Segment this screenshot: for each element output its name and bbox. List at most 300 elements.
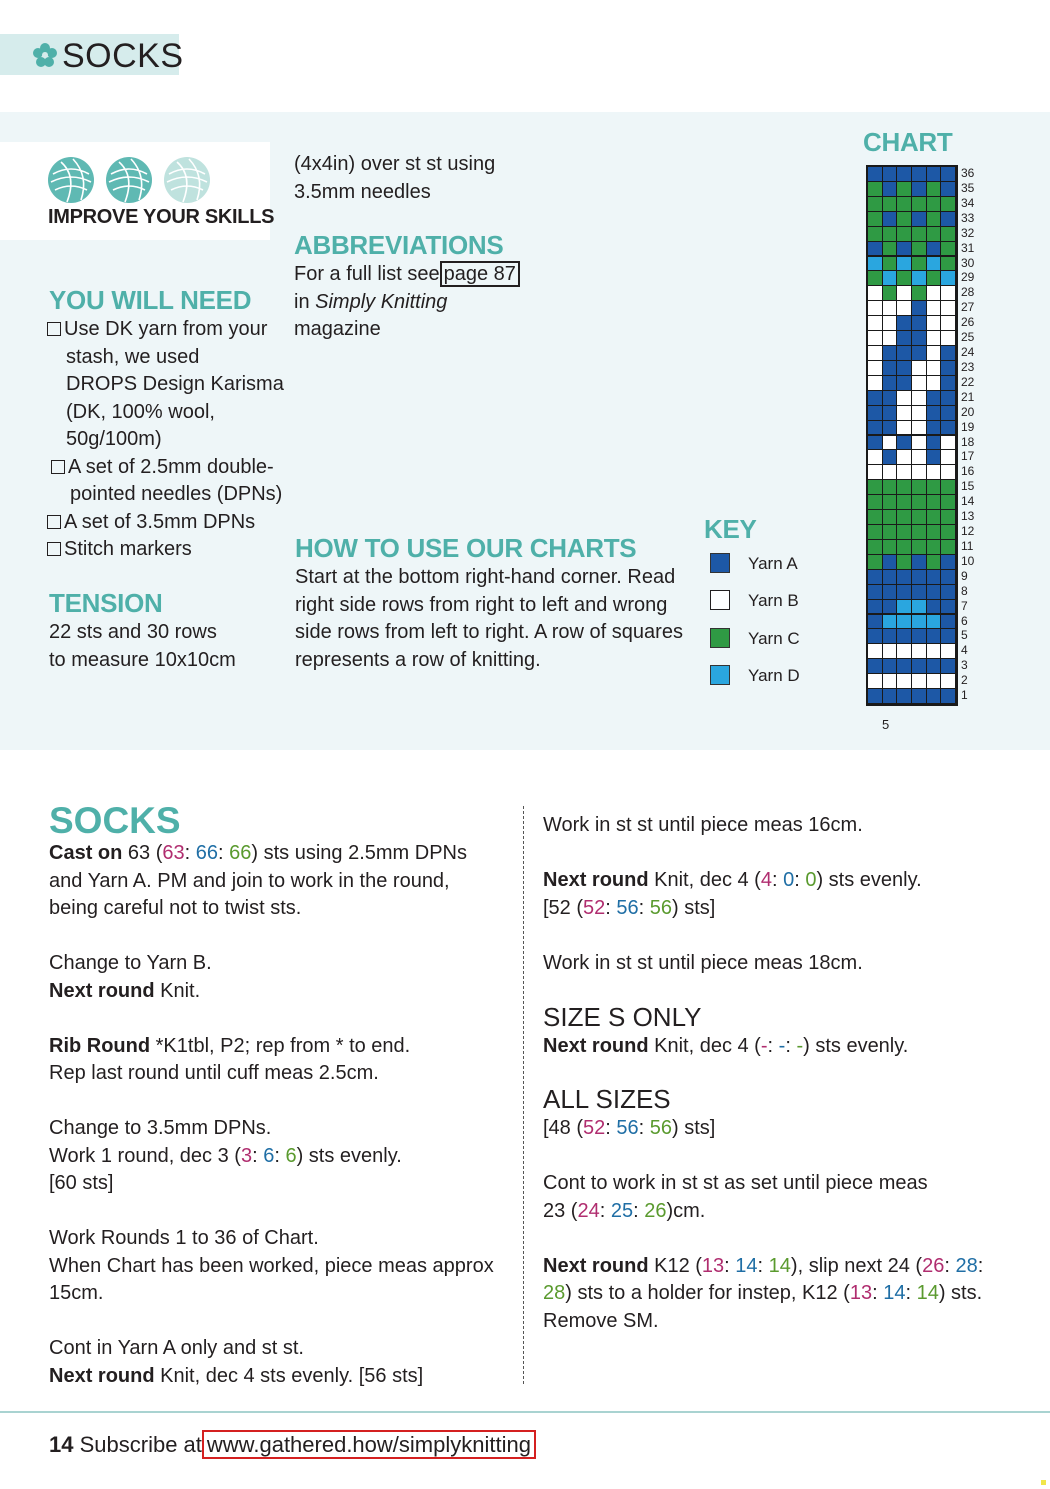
tension-line: to measure 10x10cm xyxy=(49,648,236,671)
chart-row-number: 25 xyxy=(961,330,975,345)
chart-cell xyxy=(912,615,926,629)
section-title: SOCKS xyxy=(62,37,184,75)
page-reference-link[interactable]: page 87 xyxy=(440,261,520,287)
chart-cell xyxy=(941,212,955,226)
subscribe-text: Subscribe at xyxy=(79,1432,202,1457)
chart-cell xyxy=(897,376,911,390)
chart-cell xyxy=(883,421,897,435)
chart-row-number: 11 xyxy=(961,538,974,553)
chart-cell xyxy=(927,510,941,524)
chart-row-number: 1 xyxy=(961,688,968,703)
tension-cont-line: (4x4in) over st st using xyxy=(294,153,496,175)
chart-row-number: 17 xyxy=(961,449,975,464)
chart-cell xyxy=(897,212,911,226)
key-label: Yarn D xyxy=(748,666,800,685)
chart-cell xyxy=(868,555,882,569)
column-divider xyxy=(523,806,524,1384)
chart-cell xyxy=(927,197,941,211)
list-item: Stitch markers xyxy=(47,536,192,564)
chart-cell xyxy=(897,391,911,405)
chart-cell xyxy=(868,525,882,539)
chart-cell xyxy=(868,465,882,479)
chart-cell xyxy=(912,600,926,614)
chart-cell xyxy=(868,301,882,315)
chart-cell xyxy=(912,271,926,285)
chart-cell xyxy=(912,346,926,360)
chart-cell xyxy=(897,600,911,614)
yarn-ball-icon xyxy=(48,157,94,203)
chart-cell xyxy=(868,436,882,450)
page-number: 14 xyxy=(49,1432,74,1457)
chart-cell xyxy=(868,450,882,464)
chart-cell xyxy=(897,555,911,569)
yarn-ball-icon xyxy=(106,157,152,203)
chart-cell xyxy=(912,644,926,658)
chart-cell xyxy=(941,436,955,450)
chart-row-number: 8 xyxy=(961,583,968,598)
chart-cell xyxy=(868,197,882,211)
list-item: Use DK yarn from your xyxy=(47,316,267,344)
instruction-line: Next round Knit, dec 4 (-: -: -) sts evenly. xyxy=(543,1034,909,1057)
chart-cell xyxy=(868,406,882,420)
chart-cell xyxy=(912,465,926,479)
chart-cell xyxy=(927,406,941,420)
chart-cell xyxy=(941,271,955,285)
list-item-line: 50g/100m) xyxy=(66,428,162,450)
size-s-heading: SIZE S ONLY xyxy=(543,1002,702,1032)
work-chart-line: When Chart has been worked, piece meas approx xyxy=(49,1254,494,1277)
chart-cell xyxy=(941,629,955,643)
chart-cell xyxy=(883,644,897,658)
checkbox-icon xyxy=(51,460,65,474)
chart-cell xyxy=(868,182,882,196)
chart-cell xyxy=(941,615,955,629)
chart-cell xyxy=(927,376,941,390)
chart-cell xyxy=(883,659,897,673)
subscribe-link[interactable]: www.gathered.how/simplyknitting xyxy=(202,1430,536,1459)
chart-cell xyxy=(883,465,897,479)
chart-cell xyxy=(868,600,882,614)
chart-cell xyxy=(941,406,955,420)
chart-cell xyxy=(941,257,955,271)
cast-on-line: being careful not to twist sts. xyxy=(49,897,302,919)
abbreviations-line: For a full list see page 87 xyxy=(294,261,520,289)
chart-row-number: 20 xyxy=(961,404,975,419)
chart-cell xyxy=(868,674,882,688)
chart-cell xyxy=(897,286,911,300)
chart-cell xyxy=(883,346,897,360)
chart-cell xyxy=(912,510,926,524)
chart-cell xyxy=(883,585,897,599)
instruction-line: Next round K12 (13: 14: 14), slip next 24 (26: 28: xyxy=(543,1254,984,1277)
chart-row-number: 7 xyxy=(961,598,968,613)
chart-cell xyxy=(883,242,897,256)
list-item: A set of 2.5mm double- xyxy=(51,454,274,482)
chart-cell xyxy=(897,525,911,539)
chart-cell xyxy=(883,629,897,643)
chart-row-number: 35 xyxy=(961,180,975,195)
instruction-line: Next round Knit, dec 4 (4: 0: 0) sts evenly. xyxy=(543,869,922,891)
chart-cell xyxy=(868,510,882,524)
cont-yarn-a-line: Cont in Yarn A only and st st. xyxy=(49,1337,304,1359)
footer-rule xyxy=(0,1411,1050,1413)
yarn-ball-icon xyxy=(164,157,210,203)
chart-cell xyxy=(912,540,926,554)
chart-cell xyxy=(941,197,955,211)
chart-row-number: 23 xyxy=(961,359,975,374)
chart-row-number: 16 xyxy=(961,464,975,479)
chart-cell xyxy=(927,301,941,315)
chart-row-number: 28 xyxy=(961,285,975,300)
chart-cell xyxy=(897,167,911,181)
chart-cell xyxy=(941,525,955,539)
chart-cell xyxy=(941,540,955,554)
chart-cell xyxy=(883,301,897,315)
chart-cell xyxy=(941,346,955,360)
chart-cell xyxy=(868,480,882,494)
chart-cell xyxy=(941,600,955,614)
chart-cell xyxy=(927,167,941,181)
chart-cell xyxy=(883,480,897,494)
chart-cell xyxy=(897,301,911,315)
chart-cell xyxy=(927,436,941,450)
how-to-line: side rows from left to right. A row of squares xyxy=(295,621,683,643)
chart-cell xyxy=(927,450,941,464)
chart-cell xyxy=(927,465,941,479)
chart-cell xyxy=(941,391,955,405)
chart-cell xyxy=(941,167,955,181)
chart-cell xyxy=(897,331,911,345)
chart-cell xyxy=(868,585,882,599)
chart-cell xyxy=(897,689,911,703)
change-yarn-line: Change to Yarn B. xyxy=(49,952,212,974)
chart-cell xyxy=(868,346,882,360)
chart-cell xyxy=(927,555,941,569)
chart-cell xyxy=(897,346,911,360)
chart-cell xyxy=(912,555,926,569)
chart-cell xyxy=(897,465,911,479)
chart-cell xyxy=(897,361,911,375)
chart-cell xyxy=(912,659,926,673)
chart-cell xyxy=(883,316,897,330)
chart-cell xyxy=(883,361,897,375)
chart-cell xyxy=(868,361,882,375)
chart-cell xyxy=(897,510,911,524)
chart-cell xyxy=(883,615,897,629)
chart-cell xyxy=(927,629,941,643)
chart-cell xyxy=(897,316,911,330)
chart-cell xyxy=(897,242,911,256)
chart-cell xyxy=(927,615,941,629)
chart-row-number: 34 xyxy=(961,195,975,210)
chart-cell xyxy=(883,525,897,539)
chart-cell xyxy=(912,301,926,315)
footer xyxy=(49,1432,536,1458)
chart-row-number: 12 xyxy=(961,524,975,538)
chart-cell xyxy=(927,659,941,673)
chart-row-number: 22 xyxy=(961,374,975,389)
chart-cell xyxy=(868,540,882,554)
chart-row-number: 29 xyxy=(961,270,975,285)
chart-cell xyxy=(868,644,882,658)
chart-cell xyxy=(883,331,897,345)
chart-cell xyxy=(897,182,911,196)
chart-cell xyxy=(897,450,911,464)
chart-cell xyxy=(927,644,941,658)
chart-cell xyxy=(897,271,911,285)
chart-cell xyxy=(868,271,882,285)
key-label: Yarn B xyxy=(748,591,799,610)
you-will-need-heading: YOU WILL NEED xyxy=(49,285,252,315)
chart-cell xyxy=(883,197,897,211)
chart-cell xyxy=(927,257,941,271)
instruction-line: Cont to work in st st as set until piece meas xyxy=(543,1172,928,1194)
chart-cell xyxy=(927,421,941,435)
chart-cell xyxy=(868,376,882,390)
chart-cell xyxy=(868,629,882,643)
chart-cell xyxy=(868,212,882,226)
chart-heading: CHART xyxy=(863,127,953,157)
tension-heading: TENSION xyxy=(49,588,163,618)
chart-row-number: 6 xyxy=(961,613,968,628)
tension-cont-line: 3.5mm needles xyxy=(294,180,431,203)
change-needles-line: Work 1 round, dec 3 (3: 6: 6) sts evenly. xyxy=(49,1144,402,1167)
chart-cell xyxy=(883,540,897,554)
how-to-line: right side rows from right to left and wrong xyxy=(295,593,668,616)
chart-cell xyxy=(927,600,941,614)
abbreviations-line: magazine xyxy=(294,318,381,340)
chart-cell xyxy=(912,286,926,300)
chart-cell xyxy=(883,495,897,509)
chart-cell xyxy=(912,242,926,256)
chart-cell xyxy=(883,212,897,226)
chart-cell xyxy=(883,376,897,390)
chart-cell xyxy=(912,436,926,450)
chart-cell xyxy=(912,212,926,226)
chart-cell xyxy=(897,406,911,420)
chart-cell xyxy=(912,689,926,703)
chart-cell xyxy=(941,301,955,315)
work-chart-line: 15cm. xyxy=(49,1282,104,1304)
chart-cell xyxy=(897,480,911,494)
chart-cell xyxy=(897,436,911,450)
chart-cell xyxy=(941,465,955,479)
chart-cell xyxy=(868,257,882,271)
instruction-line: 23 (24: 25: 26)cm. xyxy=(543,1199,706,1222)
chart-cell xyxy=(897,615,911,629)
chart-cell xyxy=(941,659,955,673)
chart-cell xyxy=(897,540,911,554)
chart-cell xyxy=(912,331,926,345)
corner-mark xyxy=(1041,1480,1046,1485)
chart-cell xyxy=(912,495,926,509)
chart-cell xyxy=(897,495,911,509)
chart-row-number: 36 xyxy=(961,166,975,180)
chart-cell xyxy=(912,629,926,643)
tension-line: 22 sts and 30 rows xyxy=(49,621,217,643)
chart-cell xyxy=(912,182,926,196)
rib-round-line: Rep last round until cuff meas 2.5cm. xyxy=(49,1062,379,1084)
chart-cell xyxy=(868,421,882,435)
checkbox-icon xyxy=(47,322,61,336)
chart-cell xyxy=(927,346,941,360)
chart-cell xyxy=(912,167,926,181)
chart-cell xyxy=(868,615,882,629)
chart-cell xyxy=(927,271,941,285)
instruction-line: 28) sts to a holder for instep, K12 (13: 14: 14) sts. xyxy=(543,1282,983,1304)
chart-cell xyxy=(868,495,882,509)
chart-row-number: 2 xyxy=(961,673,968,688)
chart-cell xyxy=(897,585,911,599)
chart-cell xyxy=(883,286,897,300)
chart-cell xyxy=(912,406,926,420)
chart-row-number: 4 xyxy=(961,643,968,658)
chart-row-number: 5 xyxy=(961,628,968,643)
chart-cell xyxy=(883,391,897,405)
chart-row-number: 30 xyxy=(961,255,975,270)
all-sizes-heading: ALL SIZES xyxy=(543,1084,671,1114)
instruction-line: Work in st st until piece meas 16cm. xyxy=(543,814,863,836)
cast-on-line: Cast on 63 (63: 66: 66) sts using 2.5mm DPNs xyxy=(49,842,467,864)
chart-cell xyxy=(897,570,911,584)
chart-cell xyxy=(883,510,897,524)
cont-yarn-a-line: Next round Knit, dec 4 sts evenly. [56 sts] xyxy=(49,1364,424,1387)
chart-cell xyxy=(941,242,955,256)
change-needles-line: Change to 3.5mm DPNs. xyxy=(49,1117,272,1139)
chart-cell xyxy=(927,286,941,300)
chart-row-number: 10 xyxy=(961,553,975,568)
chart-cell xyxy=(941,570,955,584)
chart-cell xyxy=(927,689,941,703)
chart-cell xyxy=(941,450,955,464)
chart-cell xyxy=(927,570,941,584)
key-swatch xyxy=(710,628,730,648)
chart-cell xyxy=(927,227,941,241)
chart-row-number: 19 xyxy=(961,419,975,434)
chart-row-number: 15 xyxy=(961,479,975,494)
chart-cell xyxy=(941,480,955,494)
list-item-line: pointed needles (DPNs) xyxy=(70,483,283,505)
list-item-line: stash, we used xyxy=(66,345,200,368)
instruction-line: Remove SM. xyxy=(543,1309,659,1332)
cast-on-line: and Yarn A. PM and join to work in the round, xyxy=(49,869,450,892)
chart-column-label: 5 xyxy=(882,717,890,732)
chart-cell xyxy=(941,555,955,569)
chart-cell xyxy=(868,227,882,241)
chart-cell xyxy=(912,257,926,271)
instruction-line: [48 (52: 56: 56) sts] xyxy=(543,1117,716,1139)
chart-cell xyxy=(897,421,911,435)
abbreviations-heading: ABBREVIATIONS xyxy=(294,230,504,260)
chart-cell xyxy=(927,480,941,494)
key-label: Yarn C xyxy=(748,629,800,648)
chart-row-number: 31 xyxy=(961,240,975,255)
chart-cell xyxy=(868,331,882,345)
chart-cell xyxy=(883,436,897,450)
chart-row-number: 26 xyxy=(961,315,975,330)
chart-row-number: 9 xyxy=(961,568,968,583)
chart-cell xyxy=(897,227,911,241)
skills-label: IMPROVE YOUR SKILLS xyxy=(48,206,275,228)
chart-row-number: 18 xyxy=(961,434,975,449)
chart-cell xyxy=(912,197,926,211)
next-round-line: Next round Knit. xyxy=(49,979,201,1002)
instruction-line: [52 (52: 56: 56) sts] xyxy=(543,896,716,919)
chart-cell xyxy=(912,450,926,464)
key-heading: KEY xyxy=(704,514,757,544)
chart-cell xyxy=(941,510,955,524)
chart-cell xyxy=(897,629,911,643)
chart-cell xyxy=(883,406,897,420)
chart-cell xyxy=(897,674,911,688)
key-swatch xyxy=(710,553,730,573)
chart-cell xyxy=(868,689,882,703)
list-item: A set of 3.5mm DPNs xyxy=(47,509,255,537)
chart-cell xyxy=(868,659,882,673)
how-to-line: Start at the bottom right-hand corner. Read xyxy=(295,566,676,588)
key-label: Yarn A xyxy=(748,554,798,573)
chart-cell xyxy=(912,570,926,584)
chart-cell xyxy=(927,182,941,196)
chart-cell xyxy=(912,674,926,688)
chart-cell xyxy=(897,197,911,211)
chart-cell xyxy=(912,227,926,241)
chart-cell xyxy=(941,689,955,703)
chart-cell xyxy=(912,421,926,435)
magazine-name: Simply Knitting xyxy=(315,290,448,313)
chart-cell xyxy=(927,391,941,405)
chart-cell xyxy=(868,286,882,300)
instruction-line: Work in st st until piece meas 18cm. xyxy=(543,952,863,974)
chart-cell xyxy=(883,167,897,181)
chart-grid xyxy=(866,165,958,706)
chart-cell xyxy=(868,167,882,181)
chart-row-number: 14 xyxy=(961,494,975,509)
chart-row-number: 24 xyxy=(961,345,975,359)
chart-cell xyxy=(941,227,955,241)
chart-cell xyxy=(912,480,926,494)
chart-row-number: 27 xyxy=(961,300,975,315)
chart-cell xyxy=(897,644,911,658)
chart-cell xyxy=(941,585,955,599)
checkbox-icon xyxy=(47,515,61,529)
chart-cell xyxy=(941,376,955,390)
chart-cell xyxy=(883,674,897,688)
socks-heading: SOCKS xyxy=(49,800,181,841)
how-to-line: represents a row of knitting. xyxy=(295,648,541,671)
chart-cell xyxy=(868,570,882,584)
list-item-line: (DK, 100% wool, xyxy=(66,400,215,423)
chart-cell xyxy=(927,361,941,375)
chart-cell xyxy=(883,257,897,271)
chart-cell xyxy=(941,331,955,345)
chart-cell xyxy=(927,331,941,345)
chart-row-number: 21 xyxy=(961,389,975,404)
key-swatch xyxy=(710,590,730,610)
chart-cell xyxy=(927,674,941,688)
chart-cell xyxy=(868,391,882,405)
chart-cell xyxy=(941,674,955,688)
list-item-line: DROPS Design Karisma xyxy=(66,373,284,395)
abbreviations-line: in Simply Knitting xyxy=(294,290,448,313)
chart-cell xyxy=(883,271,897,285)
chart-cell xyxy=(927,540,941,554)
chart-cell xyxy=(927,495,941,509)
chart-cell xyxy=(941,644,955,658)
chart-cell xyxy=(883,227,897,241)
change-needles-line: [60 sts] xyxy=(49,1172,114,1194)
chart-cell xyxy=(941,421,955,435)
